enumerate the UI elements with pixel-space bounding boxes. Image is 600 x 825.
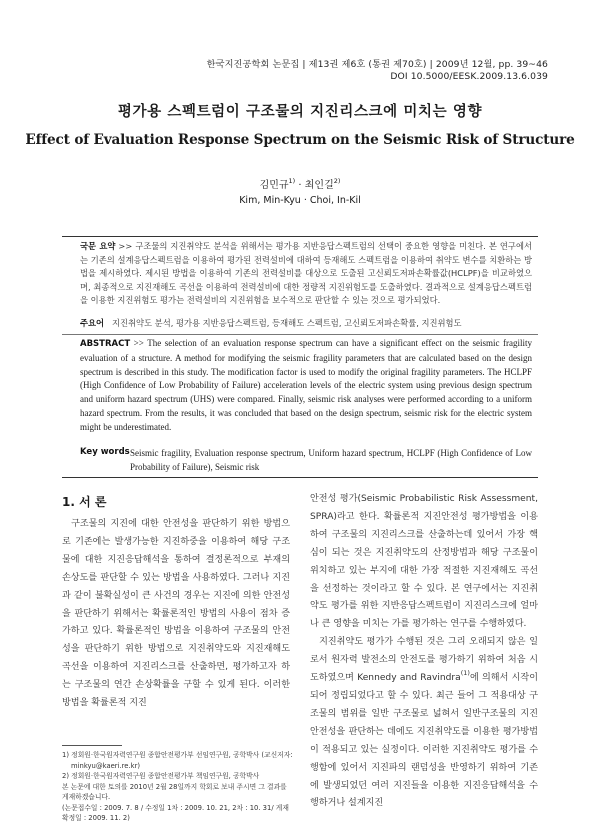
english-abstract-arrow: >> <box>130 338 148 348</box>
right-paragraph-2-end: 에 의해서 시작이 되어 정립되었다고 할 수 있다. 최근 들어 그 적용대상 구조물의 범위를 일반 구조물로 넓혀서 일반구조물의 지진안전성을 판단하는 데에도 지진취약도를 이용한 평가방법이 적용되고 있는 실정이다. 이러한 지진취약도 평가를 수행함에 있어서 지진파의 랜덤성을 반영하기 위하여 기존에 발생되었던 여러 지진들을 이용한 지진응답해석을 수행하거나 설계지진 <box>310 673 538 809</box>
intro-paragraph: 구조물의 지진에 대한 안전성을 판단하기 위한 방법으로 기존에는 발생가능한 지진하중을 이용하여 해당 구조물에 대한 지진응답해석을 통하여 결정론적으로 부재의 손상도를 판단할 수 있는 방법을 사용하였다. 그러나 지진과 같이 불확실성이 큰 사건의 경우는 지진에 의한 안전성을 판단하기 위해서는 확률론적인 방법의 사용이 점차 증가하고 있다. 확률론적인 방법을 이용하여 구조물의 안전성을 판단하기 위한 방법으로 지진취약도와 지진재해도 곡선을 이용하여 지진리스크를 산출하면, 평가하고자 하는 구조물의 연간 손상확률을 구할 수 있게 된다. 이러한 방법을 확률론적 지진 <box>62 519 290 709</box>
submission-dates: (논문접수일 : 2009. 7. 8 / 수정일 1차 : 2009. 10. 21, 2차 : 10. 31/ 게재확정일 : 2009. 11. 2) <box>62 803 289 822</box>
author-1-name: 김민규 <box>259 180 289 191</box>
footnotes <box>62 750 294 824</box>
footnote-2-mark: 2) <box>62 772 69 780</box>
footnote-1 <box>62 750 294 771</box>
english-abstract-text: The selection of an evaluation response spectrum can have a significant effect on the seismic fragility evaluation of a structure. A method for modifying the seismic fragility parameters that are calculated based on the design spectrum is described in this study. The modification factor is used to modify the original fragility parameters. The HCLPF (High Confidence of Low Probability of Failure) acceleration levels of the electric system using previous design spectrum and uniform hazard spectrum (UHS) were compared. Finally, seismic risk analyses were performed according to a uniform hazard spectrum. From the results, it was concluded that based on the design spectrum, seismic risk for the electric system might be underestimated. <box>80 338 532 432</box>
footnote-rule <box>62 745 122 746</box>
right-paragraph-1: 안전성 평가(Seismic Probabilistic Risk Assessment, SPRA)라고 한다. 확률론적 지진안전성 평가방법을 이용하여 구조물의 지진리스크를 산출하는데 있어서 가장 핵심이 되는 것은 지진취약도의 산정방법과 해당 구조물이 위치하고 있는 부지에 대한 가장 적절한 지진재해도 곡선을 선정하는 것이라고 할 수 있다. 본 연구에서는 지진취약도 평가를 위한 지반응답스펙트럼이 지진리스크에 얼마나 큰 영향을 미치는 가를 평가하는 연구를 수행하였다. <box>310 494 538 630</box>
english-title: Effect of Evaluation Response Spectrum on the Seismic Risk of Structure <box>25 132 575 148</box>
section-heading: 1. 서 론 <box>62 495 107 509</box>
footnote-2 <box>62 771 294 782</box>
korean-abstract-text: 구조물의 지진취약도 분석을 위해서는 평가용 지반응답스펙트럼의 선택이 중요한 영향을 미친다. 본 연구에서는 기존의 설계응답스펙트럼을 이용하여 평가된 전력설비에 대하여 등재해도 스펙트럼을 이용하여 취약도 변수를 치환하는 방법을 제시하였다. 제시된 방법을 이용하여 기존의 전력설비를 대상으로 도출된 고신뢰도저파손확률값(HCLPF)을 비교하였으며, 최종적으로 지진재해도 곡선을 이용하여 전력설비에 대한 정량적 지진위험도를 도출하였다. 결과적으로 설계응답스펙트럼을 이용한 지진위험도 평가는 전력설비의 지진위험을 보수적으로 판단할 수 있는 것으로 평가되었다. <box>80 241 532 306</box>
korean-keywords-text: 지진취약도 분석, 평가용 지반응답스펙트럼, 등재해도 스펙트럼, 고신뢰도저파손확률, 지진위험도 <box>111 318 462 328</box>
english-keywords-text: Seismic fragility, Evaluation response spectrum, Uniform hazard spectrum, HCLPF (High Confidence of Low Probability of Failure), Seismic risk <box>130 448 532 472</box>
english-keywords-label: Key words <box>80 447 130 457</box>
english-abstract-label: ABSTRACT <box>80 339 131 349</box>
footnote-2-text: 정회원·한국원자력연구원 종합안전평가부 책임연구원, 공학박사 <box>71 772 260 780</box>
abstract-top-rule <box>62 236 538 237</box>
left-column <box>62 516 290 713</box>
author-separator: · <box>295 180 305 191</box>
right-paragraph-2-start: 지진취약도 평가가 수행된 것은 그리 오래되지 않은 일로서 원자력 발전소의 안전도를 평가하기 위하여 처음 시도하였으며 Kennedy and Ravindra <box>310 637 538 684</box>
author-2-mark: 2) <box>333 177 341 185</box>
footnote-1-mark: 1) <box>62 751 69 759</box>
korean-authors <box>0 176 600 191</box>
abstract-divider <box>62 334 538 335</box>
korean-title: 평가용 스펙트럼이 구조물의 지진리스크에 미치는 영향 <box>117 104 483 120</box>
author-1-mark: 1) <box>288 177 296 185</box>
korean-abstract <box>80 240 532 308</box>
korean-keywords-label: 주요어 <box>80 318 105 328</box>
footnote-1-text: 정회원·한국원자력연구원 종합안전평가부 선임연구원, 공학박사 (교신저자: minkyu@kaeri.re.kr) <box>71 751 293 770</box>
korean-abstract-label: 국문 요약 <box>80 241 116 251</box>
korean-keywords <box>80 317 532 331</box>
abstract-bottom-rule <box>62 477 538 478</box>
author-2-name: 최인길 <box>304 180 334 191</box>
doi-line: DOI 10.5000/EESK.2009.13.6.039 <box>390 71 548 82</box>
english-abstract <box>80 337 532 435</box>
english-authors: Kim, Min-Kyu · Choi, In-Kil <box>239 195 361 206</box>
korean-abstract-arrow: >> <box>115 241 136 251</box>
discussion-note: 본 논문에 대한 토의를 2010년 2월 28일까지 학회로 보내 주시면 그 결과를 게재하겠습니다. <box>62 782 287 801</box>
right-column <box>310 491 538 813</box>
right-paragraph-2 <box>310 634 538 813</box>
journal-header: 한국지진공학회 논문집 | 제13권 제6호 (통권 제70호) | 2009년 12월, pp. 39~46 <box>206 59 548 70</box>
citation-ref-1: (1) <box>460 669 470 678</box>
